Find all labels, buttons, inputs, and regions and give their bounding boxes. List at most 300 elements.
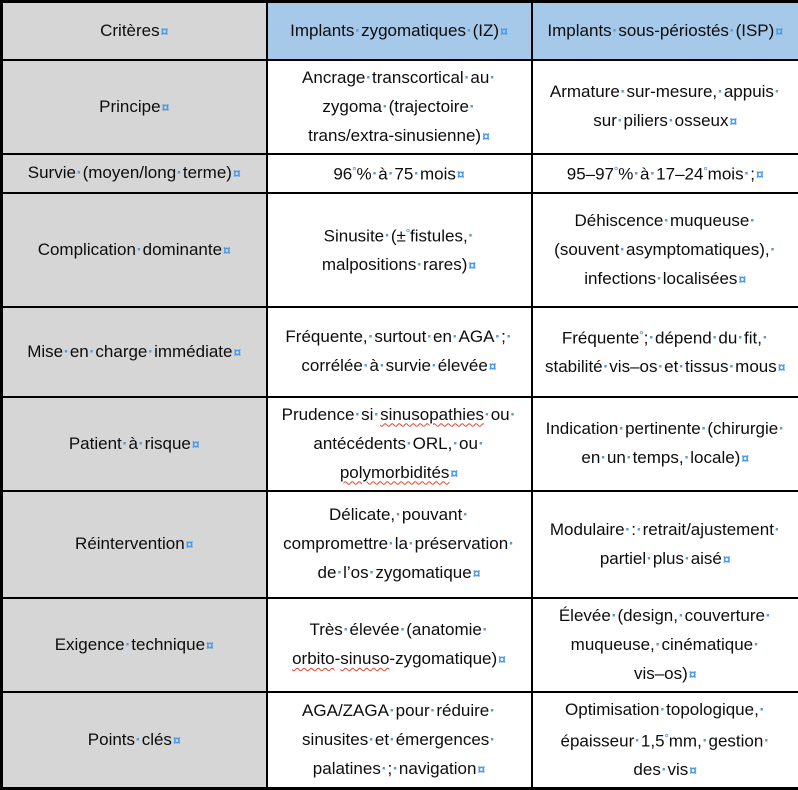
word: couverture <box>685 606 765 625</box>
space-dot-mark: · <box>406 434 413 453</box>
space-dot-mark: · <box>774 82 781 101</box>
space-dot-mark: · <box>506 327 513 346</box>
space-dot-mark: · <box>660 700 667 719</box>
space-dot-mark: · <box>147 342 154 361</box>
space-dot-mark: · <box>392 759 399 778</box>
space-dot-mark: · <box>413 164 420 183</box>
word: du <box>718 328 737 347</box>
word: rares) <box>423 255 467 274</box>
word: Fréquente <box>562 328 640 347</box>
end-of-cell-mark: ¤ <box>777 359 786 375</box>
space-dot-mark: · <box>389 730 396 749</box>
space-dot-mark: · <box>430 701 437 720</box>
word: appuis <box>724 82 774 101</box>
row-exigence-technique <box>2 598 798 692</box>
word: Implants <box>547 21 611 40</box>
word: (anatomie <box>406 620 482 639</box>
space-dot-mark: · <box>600 448 607 467</box>
end-of-cell-mark: ¤ <box>476 761 485 777</box>
end-of-cell-mark: ¤ <box>191 436 200 452</box>
word: Délicate, <box>329 505 395 524</box>
word: palatines <box>313 759 381 778</box>
word: Modulaire <box>550 520 625 539</box>
end-of-cell-mark: ¤ <box>774 23 783 39</box>
word: tissus <box>685 357 728 376</box>
cell-reintervention-isp[interactable] <box>532 491 798 598</box>
word: la <box>395 534 408 553</box>
nonbreaking-space-mark: ° <box>639 329 643 341</box>
word: Optimisation <box>565 700 659 719</box>
word: Critères <box>100 21 160 40</box>
space-dot-mark: · <box>762 328 769 347</box>
space-dot-mark: · <box>389 701 396 720</box>
word: ; <box>501 327 506 346</box>
word: technique <box>131 635 205 654</box>
end-of-cell-mark: ¤ <box>160 23 169 39</box>
word: transcortical <box>372 68 464 87</box>
word: épaisseur <box>561 731 635 750</box>
word: préservation <box>415 534 509 553</box>
word: navigation <box>399 759 477 778</box>
word: immédiate <box>154 342 232 361</box>
space-dot-mark: · <box>89 342 96 361</box>
cell-survie-isp[interactable] <box>532 154 798 193</box>
end-of-cell-mark: ¤ <box>499 23 508 39</box>
word: (± <box>391 226 406 245</box>
word: Indication <box>546 419 619 438</box>
word: (IZ) <box>473 21 499 40</box>
end-of-cell-mark: ¤ <box>449 465 458 481</box>
word: Survie <box>28 163 76 182</box>
space-dot-mark: · <box>416 255 423 274</box>
word: élevée <box>438 356 488 375</box>
cell-survie-iz[interactable] <box>267 154 532 193</box>
word: un <box>607 448 626 467</box>
word: 95–97 <box>567 164 614 183</box>
space-dot-mark: · <box>763 731 770 750</box>
word: Points <box>88 730 135 749</box>
space-dot-mark: · <box>510 405 517 424</box>
word: piliers <box>624 111 668 130</box>
space-dot-mark: · <box>489 68 496 87</box>
space-dot-mark: · <box>661 760 668 779</box>
word: dominante <box>143 240 222 259</box>
cell-points-cles-iz[interactable] <box>267 692 532 789</box>
word: asymptomatiques), <box>626 240 770 259</box>
word <box>340 463 450 482</box>
space-dot-mark: · <box>603 357 610 376</box>
space-dot-mark: · <box>684 448 691 467</box>
word: et <box>664 357 678 376</box>
space-dot-mark: · <box>336 563 343 582</box>
space-dot-mark: · <box>363 356 370 375</box>
space-dot-mark: · <box>489 730 496 749</box>
word: corrélée <box>301 356 362 375</box>
space-dot-mark: · <box>626 448 633 467</box>
word: : <box>631 520 636 539</box>
header-implants-zygomatiques[interactable] <box>267 2 532 60</box>
word: gestion <box>708 731 763 750</box>
word: malpositions <box>322 255 417 274</box>
row-survie <box>2 154 798 193</box>
space-dot-mark: · <box>765 606 772 625</box>
space-dot-mark: · <box>76 163 83 182</box>
word: sinusites <box>302 730 368 749</box>
cell-exigence-technique-isp[interactable] <box>532 598 798 692</box>
word: AGA <box>459 327 495 346</box>
space-dot-mark: · <box>655 635 662 654</box>
word: des <box>633 760 660 779</box>
word: Principe <box>99 97 160 116</box>
cell-mise-en-charge-iz[interactable] <box>267 307 532 397</box>
word: en <box>70 342 89 361</box>
space-dot-mark: · <box>431 356 438 375</box>
space-dot-mark: · <box>712 328 719 347</box>
word: à <box>370 356 379 375</box>
word: orbito-sinuso-zygomatique) <box>292 649 497 668</box>
cell-exigence-technique-label[interactable] <box>2 598 267 692</box>
space-dot-mark: · <box>774 520 781 539</box>
space-dot-mark: · <box>753 635 760 654</box>
word: émergences <box>396 730 490 749</box>
word: réduire <box>436 701 489 720</box>
word: ; <box>644 328 649 347</box>
word: pertinente <box>625 419 701 438</box>
nonbreaking-space-mark: ° <box>406 227 410 239</box>
space-dot-mark: · <box>381 759 388 778</box>
word: l’os <box>343 563 369 582</box>
word: plus <box>653 549 684 568</box>
space-dot-mark: · <box>494 327 501 346</box>
word: (trajectoire <box>389 97 469 116</box>
space-dot-mark: · <box>484 405 491 424</box>
space-dot-mark: · <box>354 21 361 40</box>
space-dot-mark: · <box>729 21 736 40</box>
word: cinématique <box>661 635 753 654</box>
word: pouvant <box>402 505 463 524</box>
word: Fréquente, <box>285 327 367 346</box>
word: en <box>581 448 600 467</box>
end-of-cell-mark: ¤ <box>222 242 231 258</box>
space-dot-mark: · <box>400 620 407 639</box>
word: (chirurgie <box>707 419 778 438</box>
end-of-cell-mark: ¤ <box>755 166 764 182</box>
word: Implants <box>290 21 354 40</box>
word: Réintervention <box>75 534 185 553</box>
space-dot-mark: · <box>343 620 350 639</box>
space-dot-mark: · <box>368 730 375 749</box>
cell-points-cles-isp[interactable] <box>532 692 798 789</box>
word: à <box>128 434 137 453</box>
word: AGA/ZAGA <box>302 701 389 720</box>
end-of-cell-mark: ¤ <box>688 762 697 778</box>
word: vis–os <box>609 357 657 376</box>
space-dot-mark: · <box>382 97 389 116</box>
space-dot-mark: · <box>388 164 395 183</box>
space-dot-mark: · <box>611 606 618 625</box>
header-row <box>2 2 798 60</box>
word: muqueuse, <box>571 635 655 654</box>
space-dot-mark: · <box>136 240 143 259</box>
space-dot-mark: · <box>489 701 496 720</box>
end-of-cell-mark: ¤ <box>688 666 697 682</box>
word: mois <box>420 164 456 183</box>
space-dot-mark: · <box>778 419 785 438</box>
word: (ISP) <box>736 21 775 40</box>
word: à <box>640 164 649 183</box>
word: mm, <box>669 731 702 750</box>
end-of-cell-mark: ¤ <box>232 344 241 360</box>
cell-patient-a-risque-label[interactable] <box>2 397 267 491</box>
space-dot-mark: · <box>684 549 691 568</box>
space-dot-mark: · <box>125 635 132 654</box>
cell-points-cles-label[interactable] <box>2 692 267 789</box>
cell-exigence-technique-iz[interactable] <box>267 598 532 692</box>
space-dot-mark: · <box>656 269 663 288</box>
space-dot-mark: · <box>354 405 361 424</box>
cell-reintervention-iz[interactable] <box>267 491 532 598</box>
word: zygomatiques <box>361 21 466 40</box>
end-of-cell-mark: ¤ <box>467 257 476 273</box>
word: sur-mesure, <box>626 82 717 101</box>
space-dot-mark: · <box>135 730 142 749</box>
space-dot-mark: · <box>678 606 685 625</box>
space-dot-mark: · <box>369 563 376 582</box>
word: Très <box>309 620 342 639</box>
word: (design, <box>618 606 678 625</box>
space-dot-mark: · <box>619 240 626 259</box>
space-dot-mark: · <box>464 68 471 87</box>
word: si <box>361 405 373 424</box>
cell-complication-iz[interactable] <box>267 193 532 307</box>
word: % <box>356 164 371 183</box>
space-dot-mark: · <box>650 164 657 183</box>
space-dot-mark: · <box>636 520 643 539</box>
space-dot-mark: · <box>770 240 777 259</box>
end-of-cell-mark: ¤ <box>722 551 731 567</box>
word: compromettre <box>283 534 388 553</box>
space-dot-mark: · <box>663 211 670 230</box>
nonbreaking-space-mark: ° <box>614 165 618 177</box>
end-of-cell-mark: ¤ <box>481 128 490 144</box>
space-dot-mark: · <box>462 505 469 524</box>
word: vis–os) <box>634 664 688 683</box>
space-dot-mark: · <box>63 342 70 361</box>
space-dot-mark: · <box>701 419 708 438</box>
space-dot-mark: · <box>452 327 459 346</box>
word: surtout <box>374 327 426 346</box>
word: en <box>433 327 452 346</box>
cell-reintervention-label[interactable] <box>2 491 267 598</box>
misspelled-word: orbito <box>292 649 335 668</box>
word: dépend <box>655 328 712 347</box>
cell-mise-en-charge-label[interactable] <box>2 307 267 397</box>
space-dot-mark: · <box>379 356 386 375</box>
word: sur <box>593 111 617 130</box>
end-of-cell-mark: ¤ <box>161 99 170 115</box>
word: Complication <box>38 240 136 259</box>
cell-survie-label[interactable] <box>2 154 267 193</box>
word: mous <box>735 357 777 376</box>
word: et <box>375 730 389 749</box>
space-dot-mark: · <box>678 357 685 376</box>
cell-patient-a-risque-iz[interactable] <box>267 397 532 491</box>
word: partiel <box>600 549 646 568</box>
space-dot-mark: · <box>634 731 641 750</box>
header-implants-sous-periostes[interactable] <box>532 2 798 60</box>
misspelled-word: polymorbidités <box>340 463 450 482</box>
word: ; <box>388 759 393 778</box>
word: localisées <box>663 269 738 288</box>
space-dot-mark: · <box>468 226 475 245</box>
end-of-cell-mark: ¤ <box>740 450 749 466</box>
space-dot-mark: · <box>426 327 433 346</box>
end-of-cell-mark: ¤ <box>456 166 465 182</box>
word: Exigence <box>55 635 125 654</box>
space-dot-mark: · <box>728 357 735 376</box>
space-dot-mark: · <box>759 700 766 719</box>
misspelled-word: sinuso <box>340 649 389 668</box>
space-dot-mark: · <box>122 434 129 453</box>
word: Ancrage <box>302 68 365 87</box>
nonbreaking-space-mark: ° <box>665 732 669 744</box>
nonbreaking-space-mark: ° <box>703 165 707 177</box>
space-dot-mark: · <box>612 21 619 40</box>
word: retrait/ajustement <box>643 520 774 539</box>
word: (souvent <box>554 240 619 259</box>
row-patient-a-risque <box>2 397 798 491</box>
space-dot-mark: · <box>138 434 145 453</box>
cell-patient-a-risque-isp[interactable] <box>532 397 798 491</box>
row-principe <box>2 60 798 154</box>
row-mise-en-charge <box>2 307 798 397</box>
cell-principe-isp[interactable] <box>532 60 798 154</box>
space-dot-mark: · <box>744 164 751 183</box>
space-dot-mark: · <box>717 82 724 101</box>
space-dot-mark: · <box>617 111 624 130</box>
space-dot-mark: · <box>702 731 709 750</box>
cell-principe-iz[interactable] <box>267 60 532 154</box>
word: au <box>470 68 489 87</box>
space-dot-mark: · <box>365 68 372 87</box>
space-dot-mark: · <box>372 164 379 183</box>
space-dot-mark: · <box>737 328 744 347</box>
end-of-cell-mark: ¤ <box>497 651 506 667</box>
end-of-cell-mark: ¤ <box>737 271 746 287</box>
word: topologique, <box>666 700 759 719</box>
word: sous-périostés <box>618 21 729 40</box>
end-of-cell-mark: ¤ <box>728 113 737 129</box>
word: ORL, <box>413 434 453 453</box>
word: ou <box>459 434 478 453</box>
space-dot-mark: · <box>368 327 375 346</box>
word: 1,5 <box>641 731 665 750</box>
space-dot-mark: · <box>668 111 675 130</box>
word: vis <box>668 760 689 779</box>
word: zygomatique <box>375 563 471 582</box>
word: Prudence <box>282 405 355 424</box>
space-dot-mark: · <box>618 419 625 438</box>
word: Déhiscence <box>574 211 663 230</box>
row-reintervention <box>2 491 798 598</box>
word: (moyen/long <box>83 163 177 182</box>
header-criteres[interactable] <box>2 2 267 60</box>
word: fit, <box>744 328 762 347</box>
end-of-cell-mark: ¤ <box>472 565 481 581</box>
space-dot-mark: · <box>482 620 489 639</box>
word: locale) <box>690 448 740 467</box>
space-dot-mark: · <box>508 534 515 553</box>
word: stabilité <box>545 357 603 376</box>
word: trans/extra-sinusienne) <box>308 126 481 145</box>
word: pour <box>396 701 430 720</box>
word: charge <box>95 342 147 361</box>
word: 75 <box>394 164 413 183</box>
nonbreaking-space-mark: ° <box>352 165 356 177</box>
word: survie <box>386 356 431 375</box>
space-dot-mark: · <box>388 534 395 553</box>
end-of-cell-mark: ¤ <box>232 165 241 181</box>
word: 17–24 <box>656 164 703 183</box>
space-dot-mark: · <box>469 97 476 116</box>
space-dot-mark: · <box>408 534 415 553</box>
word: à <box>378 164 387 183</box>
misspelled-word: sinusopathies <box>380 405 484 424</box>
space-dot-mark: · <box>373 405 380 424</box>
word: zygoma <box>322 97 382 116</box>
end-of-cell-mark: ¤ <box>205 637 214 653</box>
space-dot-mark: · <box>466 21 473 40</box>
word: Sinusite <box>324 226 384 245</box>
space-dot-mark: · <box>395 505 402 524</box>
end-of-cell-mark: ¤ <box>488 358 497 374</box>
word: Armature <box>550 82 620 101</box>
cell-complication-isp[interactable] <box>532 193 798 307</box>
space-dot-mark: · <box>657 357 664 376</box>
word: de <box>318 563 337 582</box>
space-dot-mark: · <box>452 434 459 453</box>
word: Mise <box>27 342 63 361</box>
word: 96 <box>333 164 352 183</box>
cell-principe-label[interactable] <box>2 60 267 154</box>
space-dot-mark: · <box>478 434 485 453</box>
space-dot-mark: · <box>625 520 632 539</box>
word: ; <box>750 164 755 183</box>
space-dot-mark: · <box>384 226 391 245</box>
end-of-cell-mark: ¤ <box>172 732 181 748</box>
space-dot-mark: · <box>633 164 640 183</box>
space-dot-mark: · <box>646 549 653 568</box>
word: % <box>618 164 633 183</box>
word: clés <box>142 730 172 749</box>
space-dot-mark: · <box>176 163 183 182</box>
cell-complication-label[interactable] <box>2 193 267 307</box>
row-points-cles <box>2 692 798 789</box>
word: risque <box>145 434 191 453</box>
word: élevée <box>349 620 399 639</box>
end-of-cell-mark: ¤ <box>185 536 194 552</box>
word: mois <box>708 164 744 183</box>
word: fistules, <box>410 226 468 245</box>
cell-mise-en-charge-isp[interactable] <box>532 307 798 397</box>
word: Patient <box>69 434 122 453</box>
space-dot-mark: · <box>749 211 756 230</box>
word: muqueuse <box>670 211 749 230</box>
word: Élevée <box>559 606 611 625</box>
word: infections <box>584 269 656 288</box>
word <box>380 405 484 424</box>
word: ou <box>491 405 510 424</box>
